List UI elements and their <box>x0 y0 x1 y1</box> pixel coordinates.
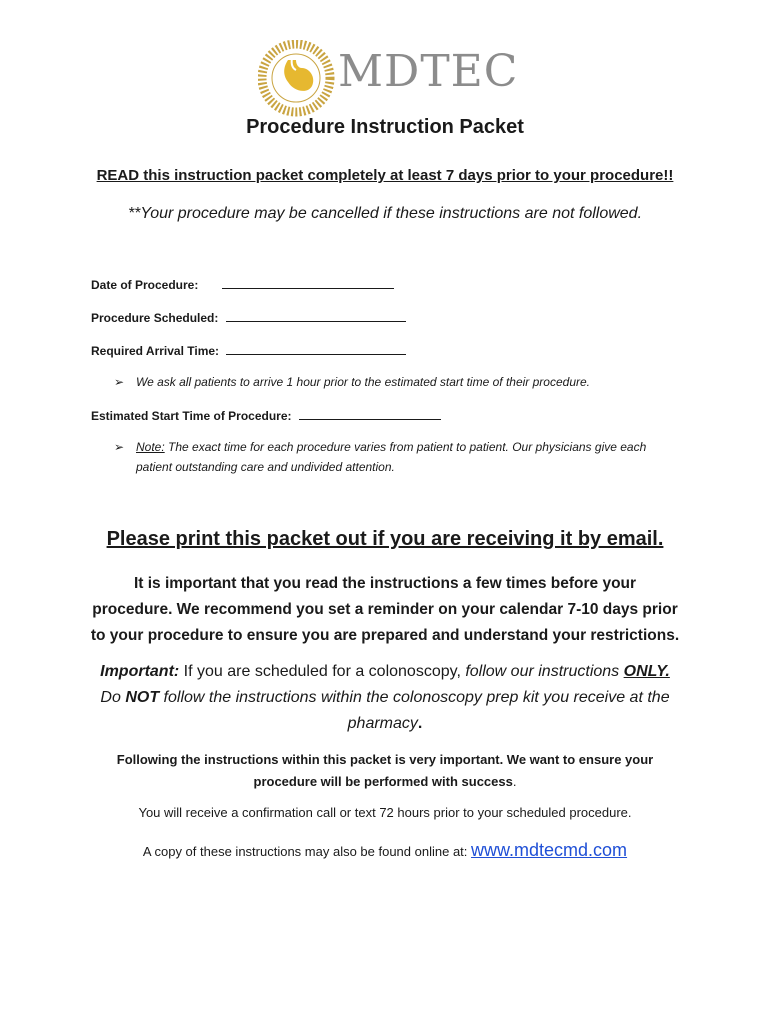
following-paragraph <box>90 749 680 793</box>
arrival-time-field <box>91 342 406 358</box>
note-bullet <box>114 437 684 479</box>
colonoscopy-paragraph <box>80 659 690 737</box>
procedure-scheduled-field <box>91 309 406 325</box>
colonoscopy-text-1: If you are scheduled for a colonoscopy, <box>179 663 466 680</box>
confirmation-notice: You will receive a confirmation call or text 72 hours prior to your scheduled procedure. <box>138 805 632 820</box>
date-of-procedure-field <box>91 276 394 292</box>
only-text: ONLY. <box>623 663 670 680</box>
not-text: NOT <box>125 689 160 706</box>
important-paragraph <box>80 571 690 649</box>
online-copy-line <box>0 840 770 861</box>
note-label: Note: <box>136 440 165 454</box>
arrival-time-label: Required Arrival Time: <box>91 344 220 358</box>
arrival-bullet <box>114 372 674 392</box>
read-notice: READ this instruction packet completely at least 7 days prior to your procedure!! <box>96 167 674 184</box>
cancel-notice: **Your procedure may be cancelled if these instructions are not followed. <box>127 205 643 222</box>
arrival-bullet-text: We ask all patients to arrive 1 hour prior to the estimated start time of their procedure. <box>136 375 590 389</box>
important-line-3: to your procedure to ensure you are prepared and understand your restrictions. <box>90 627 680 644</box>
arrival-time-blank[interactable] <box>226 342 406 355</box>
procedure-scheduled-blank[interactable] <box>226 309 406 322</box>
start-time-label: Estimated Start Time of Procedure: <box>91 409 292 423</box>
print-notice: Please print this packet out if you are receiving it by email. <box>106 528 664 550</box>
date-of-procedure-label: Date of Procedure: <box>91 278 199 292</box>
following-line-2: procedure will be performed with success <box>253 774 513 789</box>
important-label: Important: <box>100 663 180 680</box>
follow-instructions-text: follow our instructions <box>465 663 624 680</box>
arrow-bullet-icon: ➢ <box>114 375 125 389</box>
procedure-scheduled-label: Procedure Scheduled: <box>91 311 219 325</box>
logo-wordmark: MDTEC <box>338 46 519 97</box>
mdtec-logo <box>258 40 518 120</box>
stomach-logo-icon <box>258 40 338 120</box>
date-of-procedure-blank[interactable] <box>222 276 394 289</box>
page-title: Procedure Instruction Packet <box>246 116 524 138</box>
start-time-blank[interactable] <box>299 407 441 420</box>
note-line-2: patient outstanding care and undivided attention. <box>136 460 395 474</box>
following-line-1: Following the instructions within this packet is very important. We want to ensure your <box>116 752 654 767</box>
arrow-bullet-icon: ➢ <box>114 440 125 454</box>
important-line-1: It is important that you read the instructions a few times before your <box>133 575 637 592</box>
online-copy-text: A copy of these instructions may also be found online at: <box>142 844 472 859</box>
following-period: . <box>512 774 517 789</box>
pharmacy-period: . <box>417 715 423 732</box>
website-link[interactable]: www.mdtecmd.com <box>471 840 628 860</box>
important-line-2: procedure. We recommend you set a reminder on your calendar 7-10 days prior <box>92 601 678 618</box>
note-line-1: The exact time for each procedure varies from patient to patient. Our physicians give each <box>164 440 647 454</box>
do-text: Do <box>100 689 126 706</box>
pharmacy-text: pharmacy <box>347 715 418 732</box>
note-bullet-text <box>136 437 646 477</box>
start-time-field <box>91 407 441 423</box>
colonoscopy-text-2: follow the instructions within the colonoscopy prep kit you receive at the <box>159 689 670 706</box>
